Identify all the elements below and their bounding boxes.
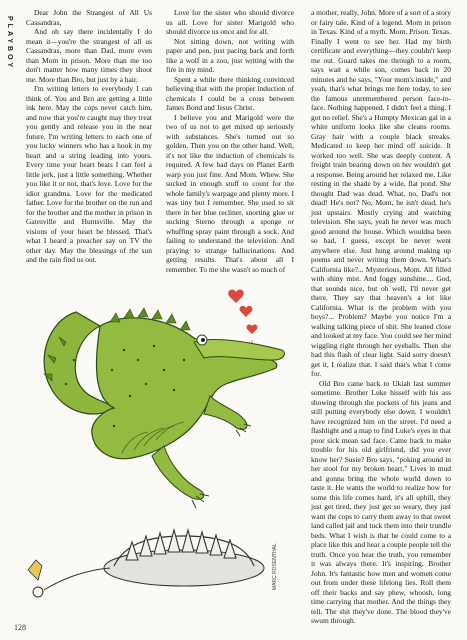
- trap-icon: [28, 530, 264, 597]
- crocodile-icon: [44, 308, 284, 508]
- text-column-1: [26, 8, 152, 265]
- paragraph: Dear John the Strangest of All Us Cassandras,: [26, 8, 152, 27]
- text-column-3: [311, 8, 451, 626]
- paragraph: Spent a while there thinking convinced believing that with the proper induction of chemicals I could be a cross between James Bond and Jesus Christ.: [166, 74, 294, 112]
- paragraph: a mother, really, John. More of a sort of a story or fairy tale. Kind of a legend. Mom in prison in Texas. Kind of a myth. Mom. Prison. Texas. Finally I went to see her. Had my birth certificate and everything—they couldn't keep me out. Guard takes me through to a room, says wait a while son, comes back in 20 minutes and he says, "Your mom's inside," and yeah, that's what brings me here today, to see the famous unremembered person face-to-face. Nothing happened. I didn't feel a thing. I got no relief. She's a Humpty Mexican gal in a white uniform looks like she cleans rooms. Gray hair with a couple black streaks. Medicated to keep her mind off suicide. It worked too well. She was deeply content. A freight train bearing down on her wouldn't get a response. Being around her relaxed me. Like resting in the shade by a wide, flat pond. She thought Dad was dead. What, no, Dad's not dead! He's not? No, Mom, he isn't dead, he's just upstairs. Mostly crying and watching television. She says, yeah he never was much good around the house. Which wouldna been so bad, I guess, except he never went anywhere else. Just hung around making up poems and never writing them down. What's California like?... Mysterious, Mom. All filled with shiny mist. And foggy sunshine.... God, that sounds nice, but oh well, I'll never get there. They say that heaven's a lot like California. What is the problem with you boys?... Problem? Maybe you notice I'm a walking talking piece of shit. She leaned close and looked at my face. You could see her mind wiggling right through her eyeballs. Then she had this flash of clear light. Said sorry doesn't get it, I realize that. I said that's what I come for.: [311, 8, 451, 378]
- text-column-2: [166, 8, 294, 274]
- paragraph: Old Bro came back to Ukiah last summer sometime. Brother Luke hisself with his ass showing through the pockets of his jeans and still putting everybody else down. I wouldn't have recognized him on the street. I'd need a flashlight and a map to find Luke's eyes in that poor sick mean sad face. Came back to make trouble for his old girlfriend, did you ever know her? Susie? Bro says, "poking around in her stool for my broken heart." Lives in mud and gonna bring the whole world down to taste it. He wants the world to realize how for some this life comes hard, it's all uphill, they just get tired, they just get so weary, they just want the cops to carry them away to that sweet land called jail and tuck them into their trundle beds. What I wish is that he could come to a place like this and hear a couple people tell the truth. Once you hear the truth, you remember it was always there. It's inspiring, Brother John. It's fantastic how men and women come out from under these lifelong lies. Roll them off their backs and say phew, whoosh, long time carrying that mother. And the things they tell. The shit they've done. The blood they've swum through.: [311, 378, 451, 625]
- page-number: 128: [14, 623, 26, 632]
- paragraph: I believe you and Marigold were the two of us not to get mixed up seriously with substances. She's turned out so golden. Then you on the other hand. Well, it's not like the induction of chemicals is required. A few bad days on Planet Earth warp you just fine. And Mom. Whew. She sucked in enough stuff to count for the whole family's warpage and plenty more. I was tiny but I remember. She used to sit there in her blue recliner, snorting glue or sucking Sterno through a sponge or whuffing spray paint through a sock. And failing to understand the television. And praying to strange hallucinations. And getting results. That's about all I remember. To me she wasn't so much of: [166, 112, 294, 274]
- magazine-masthead: PLAYBOY: [6, 16, 13, 71]
- paragraph: And oh say there incidentally I do mean it—you're the strangest of all us Cassandras, more than Dad, more even than Mom in prison. More than me too don't matter how many times they shoot me. More than Bro, but just by a hair.: [26, 27, 152, 84]
- paragraph: Not sitting down, not writing with paper and pen, just pacing back and forth like a wolf in a zoo, just writing with the fire in my mind.: [166, 36, 294, 74]
- crocodile-illustration: [14, 250, 314, 630]
- paragraph: I'm writing letters to everybody I can think of. You and Bro are getting a little ink here. May the cops never catch him, and now that you're caught may they treat you gently and release you in the near future. I'm writing letters to each one of you lucky winners who has a hook in my heart and a string leading into yours. Every time your heart beats I can feel a little jerk, just a little something. Whether you like it or not, that's love. Love for the idiot grandma. Love for the medicated father. Love for the brother on the run and for the brother and the mother in prison in Gatesville and Huntsville. May the visions of your heart be blessed. That's what I heard a preacher say on TV the other day. May the blessings of the sun and the rain find us out.: [26, 84, 152, 264]
- artist-signature: MARC ROSENTHAL: [272, 543, 278, 590]
- hearts-icon: [228, 289, 257, 334]
- paragraph: Love for the sister who should divorce us all. Love for sister Marigold who should divorce us once and for all.: [166, 8, 294, 36]
